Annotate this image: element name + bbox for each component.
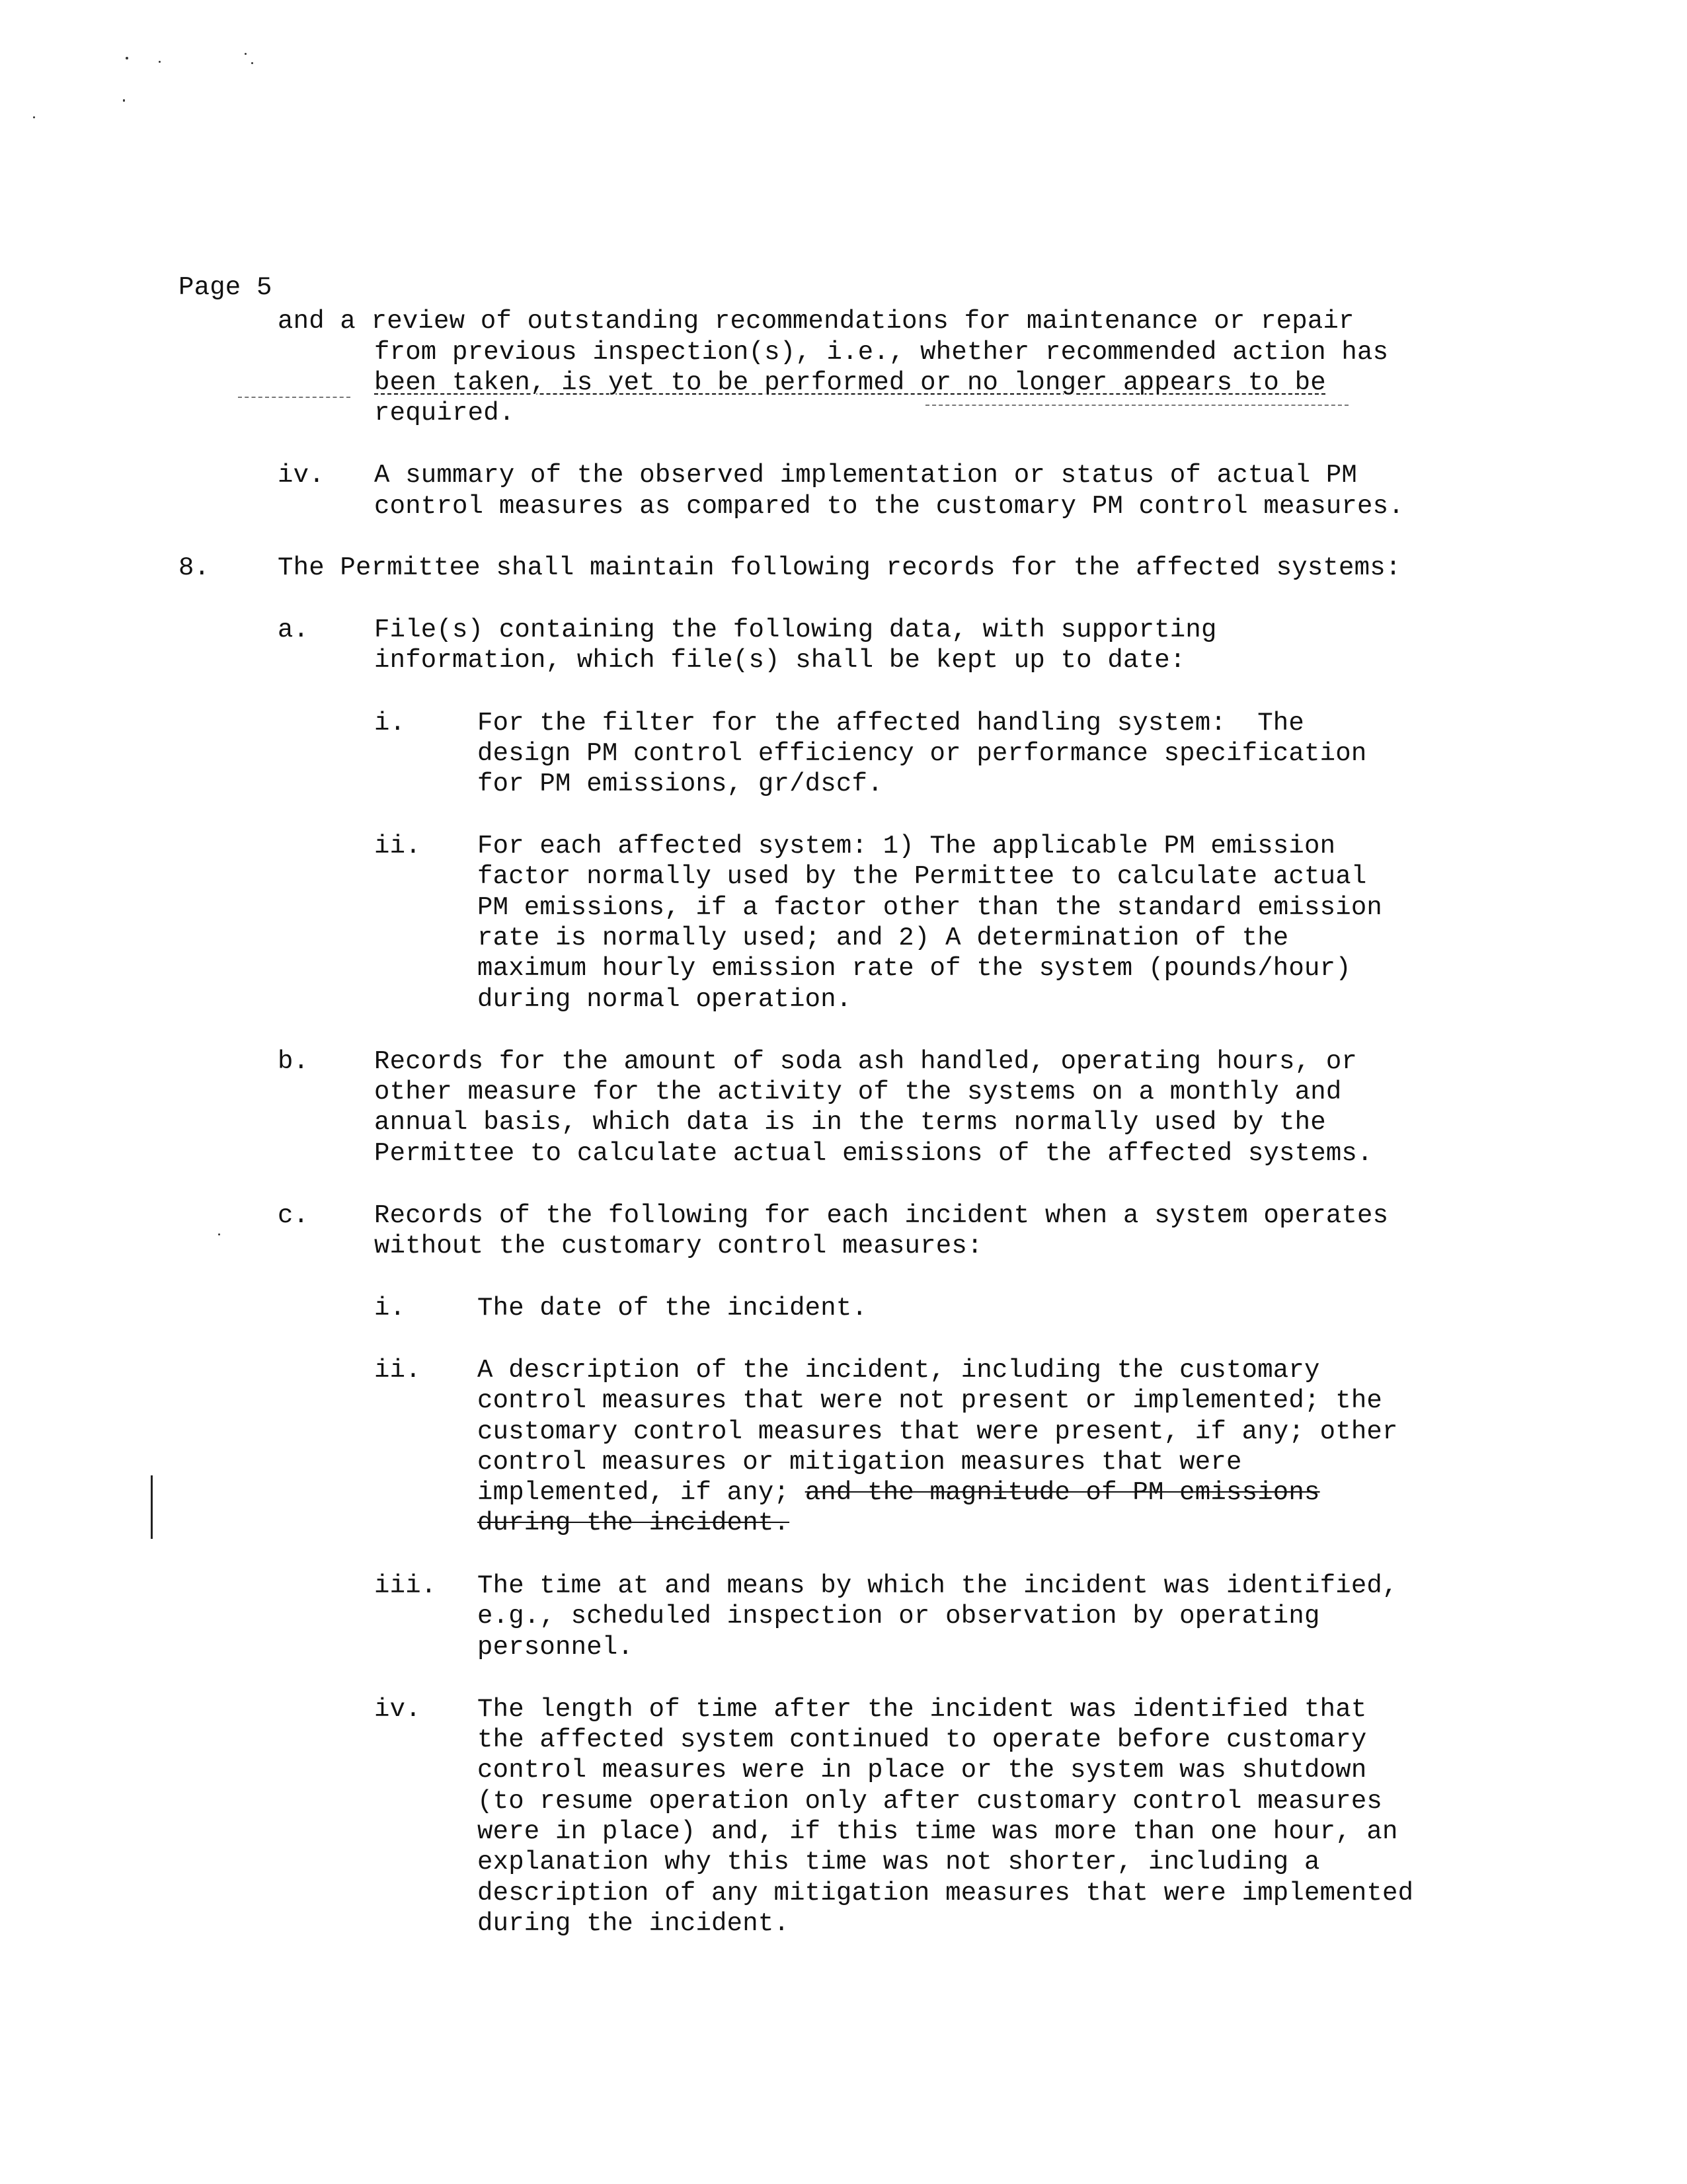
list-item-line: during normal operation.: [477, 985, 852, 1014]
list-item-line: The date of the incident.: [477, 1294, 868, 1323]
list-item-line: control measures or mitigation measures that were: [477, 1448, 1242, 1477]
list-item-line: description of any mitigation measures that were implemented: [477, 1879, 1414, 1908]
scan-speck: [245, 53, 247, 55]
list-item-line: for PM emissions, gr/dscf.: [477, 769, 883, 799]
list-marker: c.: [278, 1201, 309, 1230]
list-item-line: e.g., scheduled inspection or observation by operating: [477, 1602, 1320, 1631]
list-item-line: annual basis, which data is in the terms normally used by the: [374, 1108, 1326, 1137]
list-item-line: PM emissions, if a factor other than the standard emission: [477, 893, 1383, 922]
scan-speck: [126, 57, 128, 59]
list-item-line: Records for the amount of soda ash handled, operating hours, or: [374, 1047, 1358, 1076]
scan-speck: [123, 99, 125, 102]
scan-speck: [251, 62, 253, 64]
list-marker: iv.: [278, 461, 325, 490]
list-marker: iv.: [374, 1695, 421, 1724]
list-item-line: control measures as compared to the customary PM control measures.: [374, 492, 1404, 521]
list-item-line: rate is normally used; and 2) A determination of the: [477, 923, 1289, 953]
scan-dash-mark: [238, 397, 350, 398]
list-item-line: The time at and means by which the incident was identified,: [477, 1571, 1398, 1600]
list-item-line: other measure for the activity of the systems on a monthly and: [374, 1077, 1342, 1107]
list-item-line: (to resume operation only after customary control measures: [477, 1787, 1383, 1816]
list-marker: ii.: [374, 832, 421, 861]
scan-speck: [159, 61, 161, 63]
list-marker: iii.: [374, 1571, 437, 1600]
list-item-line: control measures were in place or the system was shutdown: [477, 1756, 1367, 1785]
list-item-line: customary control measures that were present, if any; other: [477, 1417, 1398, 1446]
page-label: Page 5: [178, 273, 272, 302]
list-item-line: factor normally used by the Permittee to calculate actual: [477, 862, 1367, 891]
struck-text: and the magnitude of PM emissions: [804, 1478, 1320, 1507]
list-item-line: explanation why this time was not shorter, including a: [477, 1848, 1320, 1877]
list-item-line: Records of the following for each incident when a system operates: [374, 1201, 1389, 1230]
scan-speck: [218, 1233, 220, 1235]
list-item-line: Permittee to calculate actual emissions of the affected systems.: [374, 1139, 1373, 1168]
list-marker: i.: [374, 1294, 406, 1323]
list-item-line: design PM control efficiency or performance specification: [477, 739, 1367, 768]
list-item-line: The length of time after the incident was identified that: [477, 1695, 1367, 1724]
continued-text-line: and a review of outstanding recommendations for maintenance or repair: [278, 307, 1354, 336]
continued-text-line: required.: [374, 399, 515, 428]
list-marker: b.: [278, 1047, 309, 1076]
list-item-line: during the incident.: [477, 1909, 790, 1938]
list-marker: i.: [374, 709, 406, 738]
list-marker: 8.: [178, 553, 210, 582]
list-item-line: File(s) containing the following data, with supporting: [374, 615, 1217, 644]
list-item-line: For each affected system: 1) The applicable PM emission: [477, 832, 1336, 861]
list-item-line: information, which file(s) shall be kept up to date:: [374, 646, 1186, 675]
continued-text-line: been taken, is yet to be performed or no longer appears to be: [374, 368, 1326, 397]
list-item-line: A description of the incident, including the customary: [477, 1356, 1320, 1385]
list-item-line: A summary of the observed implementation or status of actual PM: [374, 461, 1358, 490]
list-item-line: personnel.: [477, 1633, 634, 1662]
list-item-line: [477, 1477, 1320, 1508]
struck-text: during the incident.: [477, 1508, 790, 1538]
scan-speck: [33, 116, 35, 118]
list-marker: ii.: [374, 1356, 421, 1385]
list-item-line: maximum hourly emission rate of the system (pounds/hour): [477, 954, 1351, 983]
list-item-line: The Permittee shall maintain following records for the affected systems:: [278, 553, 1401, 582]
revision-bar: [151, 1475, 153, 1539]
list-item-line: For the filter for the affected handling system: The: [477, 709, 1305, 738]
scan-dash-mark: [925, 405, 1349, 406]
list-item-line: without the customary control measures:: [374, 1231, 983, 1261]
plain-text: implemented, if any;: [477, 1478, 805, 1507]
list-marker: a.: [278, 615, 309, 644]
list-item-line: control measures that were not present or implemented; the: [477, 1386, 1383, 1415]
list-item-line: the affected system continued to operate before customary: [477, 1725, 1367, 1754]
list-item-line: were in place) and, if this time was more than one hour, an: [477, 1817, 1398, 1846]
continued-text-line: from previous inspection(s), i.e., whether recommended action has: [374, 338, 1389, 367]
